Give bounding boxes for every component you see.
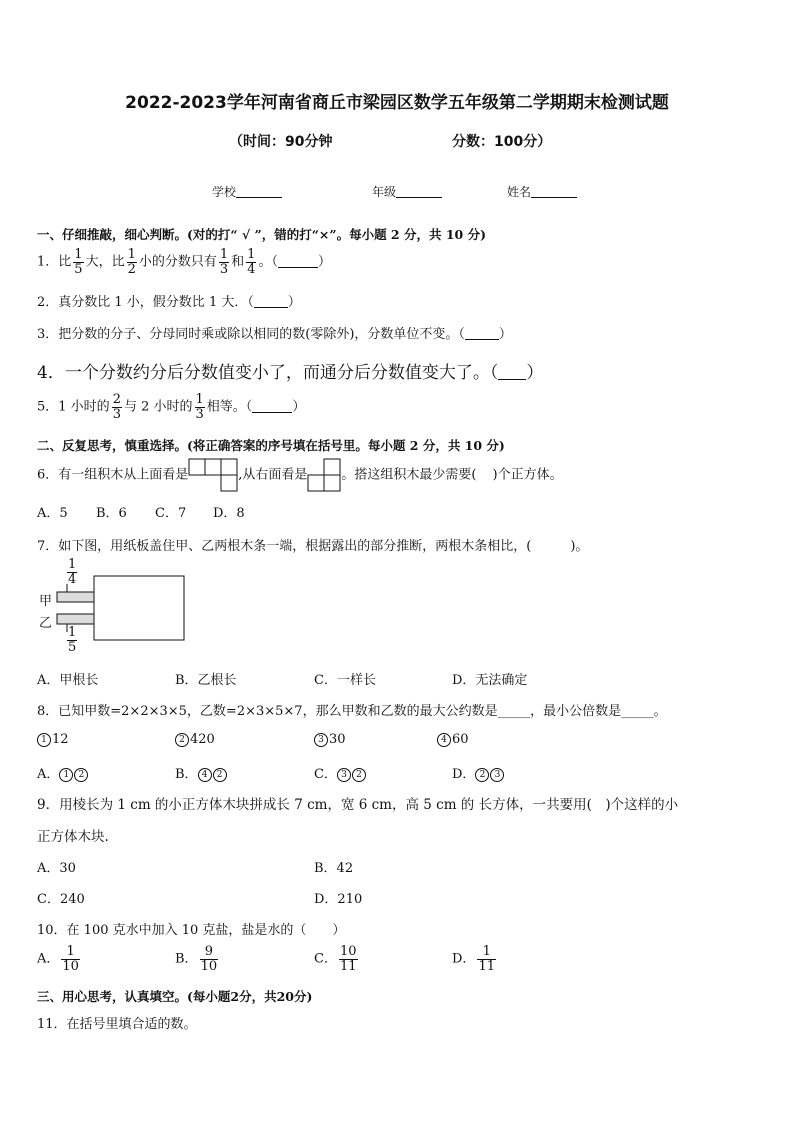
section-3-heading: 三、用心思考，认真填空。(每小题2分，共20分) (37, 989, 313, 1004)
option-d[interactable]: D．8 (213, 506, 245, 521)
question-9-line-1: 9．用棱长为 1 cm 的小正方体木块拼成长 7 cm，宽 6 cm，高 5 cm 的 长方体，一共要用( )个这样的小 (37, 797, 679, 813)
question-3: 3．把分数的分子、分母同时乘或除以相同的数(零除外)，分数单位不变。（ ） (37, 327, 512, 342)
option-b[interactable]: B．42 (314, 861, 354, 876)
answer-blank[interactable] (278, 255, 318, 268)
fraction: $\frac{1}{2}$ (127, 247, 136, 277)
time-label: （时间：90分钟 (229, 134, 333, 150)
answer-blank[interactable] (465, 327, 499, 340)
option-c[interactable]: C． 3 2 (314, 763, 367, 782)
bottom-fraction: $\frac{1}{5}$ (68, 625, 77, 655)
wood-strips-figure (37, 557, 197, 660)
option-a[interactable]: A． 1 2 (37, 763, 89, 782)
page-title: 2022-2023学年河南省商丘市梁园区数学五年级第二学期期末检测试题 (125, 93, 669, 113)
option-c[interactable]: C．一样长 (314, 673, 376, 688)
choice-1: 1 12 (37, 732, 69, 747)
top-view-icon (188, 458, 238, 492)
option-c[interactable]: C．240 (37, 892, 85, 907)
question-4: 4．一个分数约分后分数值变小了，而通分后分数值变大了。（ ） (37, 363, 544, 383)
option-d[interactable]: D． $\frac{1}{11}$ (452, 944, 495, 974)
section-2-heading: 二、反复思考，慎重选择。(将正确答案的序号填在括号里。每小题 2 分，共 10 分) (37, 438, 505, 453)
grade-field[interactable]: 年级 (372, 183, 442, 200)
fraction: $\frac{1}{4}$ (247, 247, 256, 277)
top-fraction: $\frac{1}{4}$ (68, 557, 77, 587)
option-d[interactable]: D．无法确定 (452, 673, 528, 688)
question-1: 1．比 $\frac{1}{5}$ 大，比 $\frac{1}{2}$ 小的分数只有 $\frac{1}{3}$ 和 $\frac{1}{4}$ 。（ ） (37, 247, 331, 277)
fraction: $\frac{1}{5}$ (74, 247, 83, 277)
fraction: $\frac{2}{3}$ (112, 392, 121, 422)
answer-blank[interactable] (498, 364, 526, 380)
option-a[interactable]: A． $\frac{1}{10}$ (37, 944, 79, 974)
option-a[interactable]: A．30 (37, 861, 76, 876)
jia-label: 甲 (39, 594, 53, 609)
option-b[interactable]: B． 4 2 (175, 763, 228, 782)
school-field[interactable]: 学校 (212, 183, 282, 200)
question-9-line-2: 正方体木块. (37, 829, 109, 845)
right-view-icon (307, 458, 341, 492)
option-b[interactable]: B．乙根长 (175, 673, 237, 688)
answer-blank[interactable] (252, 400, 292, 413)
question-11: 11．在括号里填合适的数。 (37, 1017, 197, 1032)
option-b[interactable]: B．6 (96, 506, 127, 521)
choice-2: 2 420 (175, 732, 215, 747)
question-6: 6．有一组积木从上面看是 ,从右面看是 。搭这组积木最少需要( )个正方体。 (37, 458, 563, 492)
fraction: $\frac{1}{3}$ (195, 392, 204, 422)
question-7: 7．如下图，用纸板盖住甲、乙两根木条一端，根据露出的部分推断，两根木条相比，( )。 (37, 539, 589, 554)
question-8: 8．已知甲数=2×2×3×5，乙数=2×3×5×7，那么甲数和乙数的最大公约数是_____，最小公倍数是_____。 (37, 704, 667, 719)
option-d[interactable]: D．210 (314, 892, 363, 907)
option-d[interactable]: D． 2 3 (452, 763, 505, 782)
name-field[interactable]: 姓名 (507, 183, 577, 200)
question-5: 5．1 小时的 $\frac{2}{3}$ 与 2 小时的 $\frac{1}{3}$ 相等。（ ） (37, 392, 306, 422)
option-c[interactable]: C．7 (155, 506, 187, 521)
choice-3: 3 30 (314, 732, 346, 747)
option-a[interactable]: A．5 (37, 506, 68, 521)
choice-4: 4 60 (437, 732, 469, 747)
section-1-heading: 一、仔细推敲，细心判断。(对的打“ √ ”，错的打“×”。每小题 2 分，共 10 分) (37, 227, 486, 242)
yi-label: 乙 (39, 616, 53, 631)
answer-blank[interactable] (254, 295, 288, 308)
option-b[interactable]: B． $\frac{9}{10}$ (175, 944, 218, 974)
fraction: $\frac{1}{3}$ (219, 247, 229, 277)
question-10: 10．在 100 克水中加入 10 克盐，盐是水的（ ） (37, 923, 346, 938)
question-2: 2．真分数比 1 小，假分数比 1 大．（ ） (37, 295, 301, 310)
score-label: 分数：100分） (452, 134, 552, 150)
cover-board-diagram (37, 557, 197, 660)
option-c[interactable]: C． $\frac{10}{11}$ (314, 944, 357, 974)
option-a[interactable]: A．甲根长 (37, 673, 99, 688)
